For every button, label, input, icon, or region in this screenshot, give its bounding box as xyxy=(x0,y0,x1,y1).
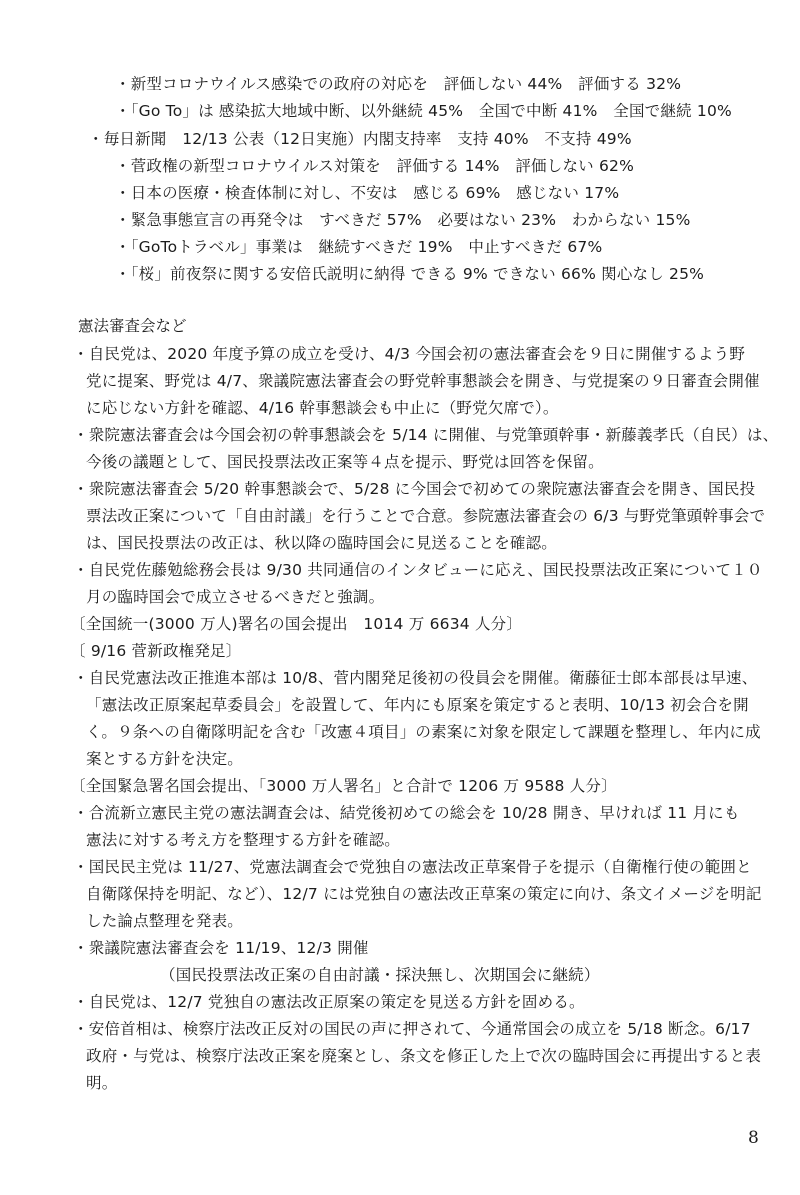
body-line: した論点整理を発表。 xyxy=(86,912,244,930)
poll-line: ・新型コロナウイルス感染での政府の対応を 評価しない 44% 評価する 32% xyxy=(115,75,682,93)
body-line: 党に提案、野党は 4/7、衆議院憲法審査会の野党幹事懇談会を開き、与党提案の９日審査会開催 xyxy=(86,372,760,390)
body-line: ・合流新立憲民主党の憲法調査会は、結党後初めての総会を 10/28 開き、早ければ 11 月にも xyxy=(73,804,740,822)
body-line: （国民投票法改正案の自由討議・採決無し、次期国会に継続） xyxy=(160,966,600,984)
poll-line: ・「桜」前夜祭に関する安倍氏説明に納得 できる 9% できない 66% 関心なし 25% xyxy=(115,265,705,283)
bracket-note: 〔全国緊急署名国会提出、「3000 万人署名」と合計で 1206 万 9588 人分〕 xyxy=(70,777,617,795)
body-line: 月の臨時国会で成立させるべきだと強調。 xyxy=(86,588,385,606)
body-line: ・自民党は、12/7 党独自の憲法改正原案の策定を見送る方針を固める。 xyxy=(73,993,585,1011)
poll-line: ・毎日新聞 12/13 公表（12日実施）内閣支持率 支持 40% 不支持 49% xyxy=(88,130,632,148)
body-line: 政府・与党は、検察庁法改正案を廃案とし、条文を修正した上で次の臨時国会に再提出すると表 xyxy=(86,1047,762,1065)
poll-line: ・菅政権の新型コロナウイルス対策を 評価する 14% 評価しない 62% xyxy=(115,157,635,175)
poll-line: ・日本の医療・検査体制に対し、不安は 感じる 69% 感じない 17% xyxy=(115,184,620,202)
body-line: 票法改正案について「自由討議」を行うことで合意。参院憲法審査会の 6/3 与野党筆頭幹事会で xyxy=(86,507,766,525)
body-line: に応じない方針を確認、4/16 幹事懇談会も中止に（野党欠席で）。 xyxy=(86,399,559,417)
body-line: ・衆院憲法審査会 5/20 幹事懇談会で、5/28 に今国会で初めての衆院憲法審査会を開き、国民投 xyxy=(73,480,756,498)
body-line: 自衛隊保持を明記、など）、12/7 には党独自の憲法改正草案の策定に向け、条文イメージを明記 xyxy=(86,885,762,903)
poll-line: ・「GoToトラベル」事業は 継続すべきだ 19% 中止すべきだ 67% xyxy=(115,238,603,256)
poll-line: ・緊急事態宣言の再発令は すべきだ 57% 必要はない 23% わからない 15% xyxy=(115,211,691,229)
body-line: ・衆院憲法審査会は今国会初の幹事懇談会を 5/14 に開催、与党筆頭幹事・新藤義孝氏（自民）は、 xyxy=(73,426,779,444)
body-line: 今後の議題として、国民投票法改正案等４点を提示、野党は回答を保留。 xyxy=(86,453,604,471)
body-line: ・自民党は、2020 年度予算の成立を受け、4/3 今国会初の憲法審査会を９日に開催するよう野 xyxy=(73,345,746,363)
body-line: ・衆議院憲法審査会を 11/19、12/3 開催 xyxy=(73,939,369,957)
body-line: 「憲法改正原案起草委員会」を設置して、年内にも原案を策定すると表明、10/13 初会合を開 xyxy=(86,696,749,714)
bracket-note: 〔全国統一(3000 万人)署名の国会提出 1014 万 6634 人分〕 xyxy=(70,615,523,633)
body-line: は、国民投票法の改正は、秋以降の臨時国会に見送ることを確認。 xyxy=(86,534,558,552)
body-line: 明。 xyxy=(86,1074,118,1092)
bracket-note: 〔 9/16 菅新政権発足〕 xyxy=(70,642,242,660)
body-line: ・国民民主党は 11/27、党憲法調査会で党独自の憲法改正草案骨子を提示（自衛権行使の範囲と xyxy=(73,858,752,876)
poll-line: ・「Go To」は 感染拡大地域中断、以外継続 45% 全国で中断 41% 全国で継続 10% xyxy=(115,102,732,120)
section-heading: 憲法審査会など xyxy=(78,317,187,335)
body-line: ・自民党佐藤勉総務会長は 9/30 共同通信のインタビューに応え、国民投票法改正案について１０ xyxy=(73,561,763,579)
body-line: ・安倍首相は、検察庁法改正反対の国民の声に押されて、今通常国会の成立を 5/18 断念。6/17 xyxy=(73,1020,751,1038)
page-number: 8 xyxy=(748,1128,759,1148)
body-line: く。９条への自衛隊明記を含む「改憲４項目」の素案に対象を限定して課題を整理し、年内に成 xyxy=(86,723,761,741)
body-line: 案とする方針を決定。 xyxy=(86,750,244,768)
body-line: 憲法に対する考え方を整理する方針を確認。 xyxy=(86,831,401,849)
body-line: ・自民党憲法改正推進本部は 10/8、菅内閣発足後初の役員会を開催。衛藤征士郎本部長は早速、 xyxy=(73,669,758,687)
